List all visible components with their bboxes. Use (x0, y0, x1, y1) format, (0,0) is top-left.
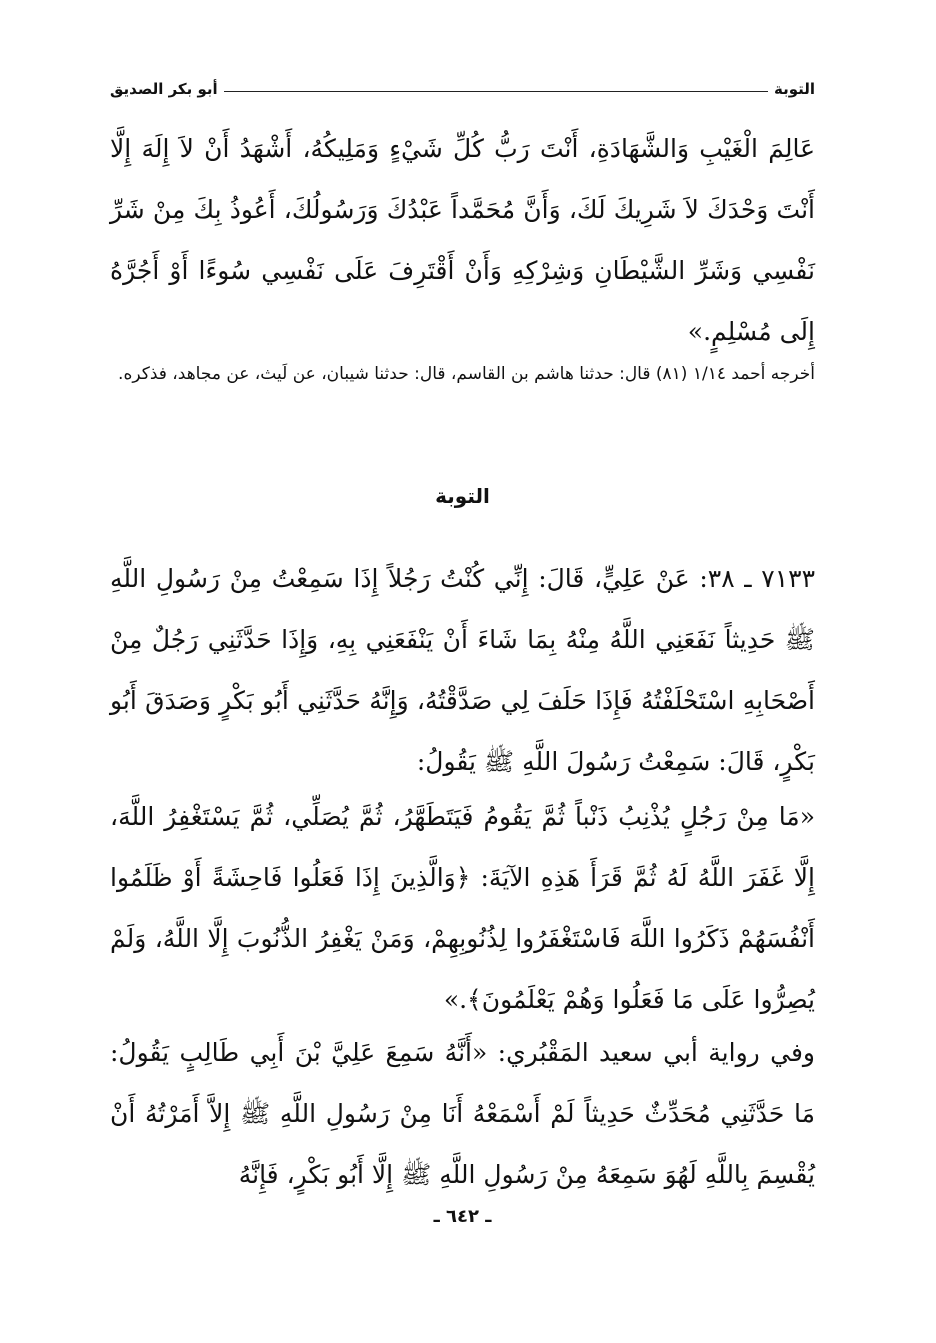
takhrij-note: أخرجه أحمد ١/١٤ (٨١) قال: حدثنا هاشم بن القاسم، قال: حدثنا شيبان، عن لَيث، عن مجاهد، فذكره. (118, 364, 815, 384)
page-number: ـ ٦٤٢ ـ (433, 1206, 492, 1227)
header-chapter-title: التوبة (773, 80, 815, 98)
header-book-title: أبو بكر الصديق (110, 80, 218, 98)
header-rule (224, 91, 768, 92)
hadith-matn-paragraph: «مَا مِنْ رَجُلٍ يُذْنِبُ ذَنْباً ثُمَّ يَقُومُ فَيَتَطَهَّرُ، ثُمَّ يُصَلِّي، ثُمَّ يَسْتَغْفِرُ اللَّهَ، إِلَّا غَفَرَ اللَّهُ لَهُ ثُمَّ قَرَأَ هَذِهِ الآيَةَ: ﴿وَالَّذِينَ إِذَا فَعَلُوا فَاحِشَةً أَوْ ظَلَمُوا أَنْفُسَهُمْ ذَكَرُوا اللَّهَ فَاسْتَغْفَرُوا لِذُنُوبِهِمْ، وَمَنْ يَغْفِرُ الذُّنُوبَ إِلَّا اللَّهُ، وَلَمْ يُصِرُّوا عَلَى مَا فَعَلُوا وَهُمْ يَعْلَمُونَ﴾.» (110, 802, 815, 1014)
section-heading: التوبة (435, 484, 490, 508)
dua-ending-paragraph: عَالِمَ الْغَيْبِ وَالشَّهَادَةِ، أَنْتَ رَبُّ كُلِّ شَيْءٍ وَمَلِيكُهُ، أَشْهَدُ أَنْ لاَ إِلَهَ إِلَّا أَنْتَ وَحْدَكَ لاَ شَرِيكَ لَكَ، وَأَنَّ مُحَمَّداً عَبْدُكَ وَرَسُولُكَ، أَعُوذُ بِكَ مِنْ شَرِّ نَفْسِي وَشَرِّ الشَّيْطَانِ وَشِرْكِهِ وَأَنْ أَقْتَرِفَ عَلَى نَفْسِي سُوءًا أَوْ أَجُرَّهُ إِلَى مُسْلِمٍ.» (110, 134, 815, 346)
riwaya-paragraph: وفي رواية أبي سعيد المَقْبُري: «أَنَّهُ سَمِعَ عَلِيَّ بْنَ أَبِي طَالِبٍ يَقُولُ: مَا حَدَّثَنِي مُحَدِّثٌ حَدِيثاً لَمْ أَسْمَعْهُ أَنَا مِنْ رَسُولِ اللَّهِ ﷺ إِلاَّ أَمَرْتُهُ أَنْ يُقْسِمَ بِاللَّهِ لَهُوَ سَمِعَهُ مِنْ رَسُولِ اللَّهِ ﷺ إِلَّا أَبُو بَكْرٍ، فَإِنَّهُ (110, 1038, 815, 1189)
running-header (110, 68, 815, 98)
hadith-isnad-paragraph: ٧١٣٣ ـ ٣٨: عَنْ عَلِيٍّ، قَالَ: إِنِّي كُنْتُ رَجُلاً إِذَا سَمِعْتُ مِنْ رَسُولِ اللَّهِ ﷺ حَدِيثاً نَفَعَنِي اللَّهُ مِنْهُ بِمَا شَاءَ أَنْ يَنْفَعَنِي بِهِ، وَإِذَا حَدَّثَنِي رَجُلٌ مِنْ أَصْحَابِهِ اسْتَحْلَفْتُهُ فَإِذَا حَلَفَ لِي صَدَّقْتُهُ، وَإِنَّهُ حَدَّثَنِي أَبُو بَكْرٍ وَصَدَقَ أَبُو بَكْرٍ، قَالَ: سَمِعْتُ رَسُولَ اللَّهِ ﷺ يَقُولُ: (110, 564, 815, 776)
